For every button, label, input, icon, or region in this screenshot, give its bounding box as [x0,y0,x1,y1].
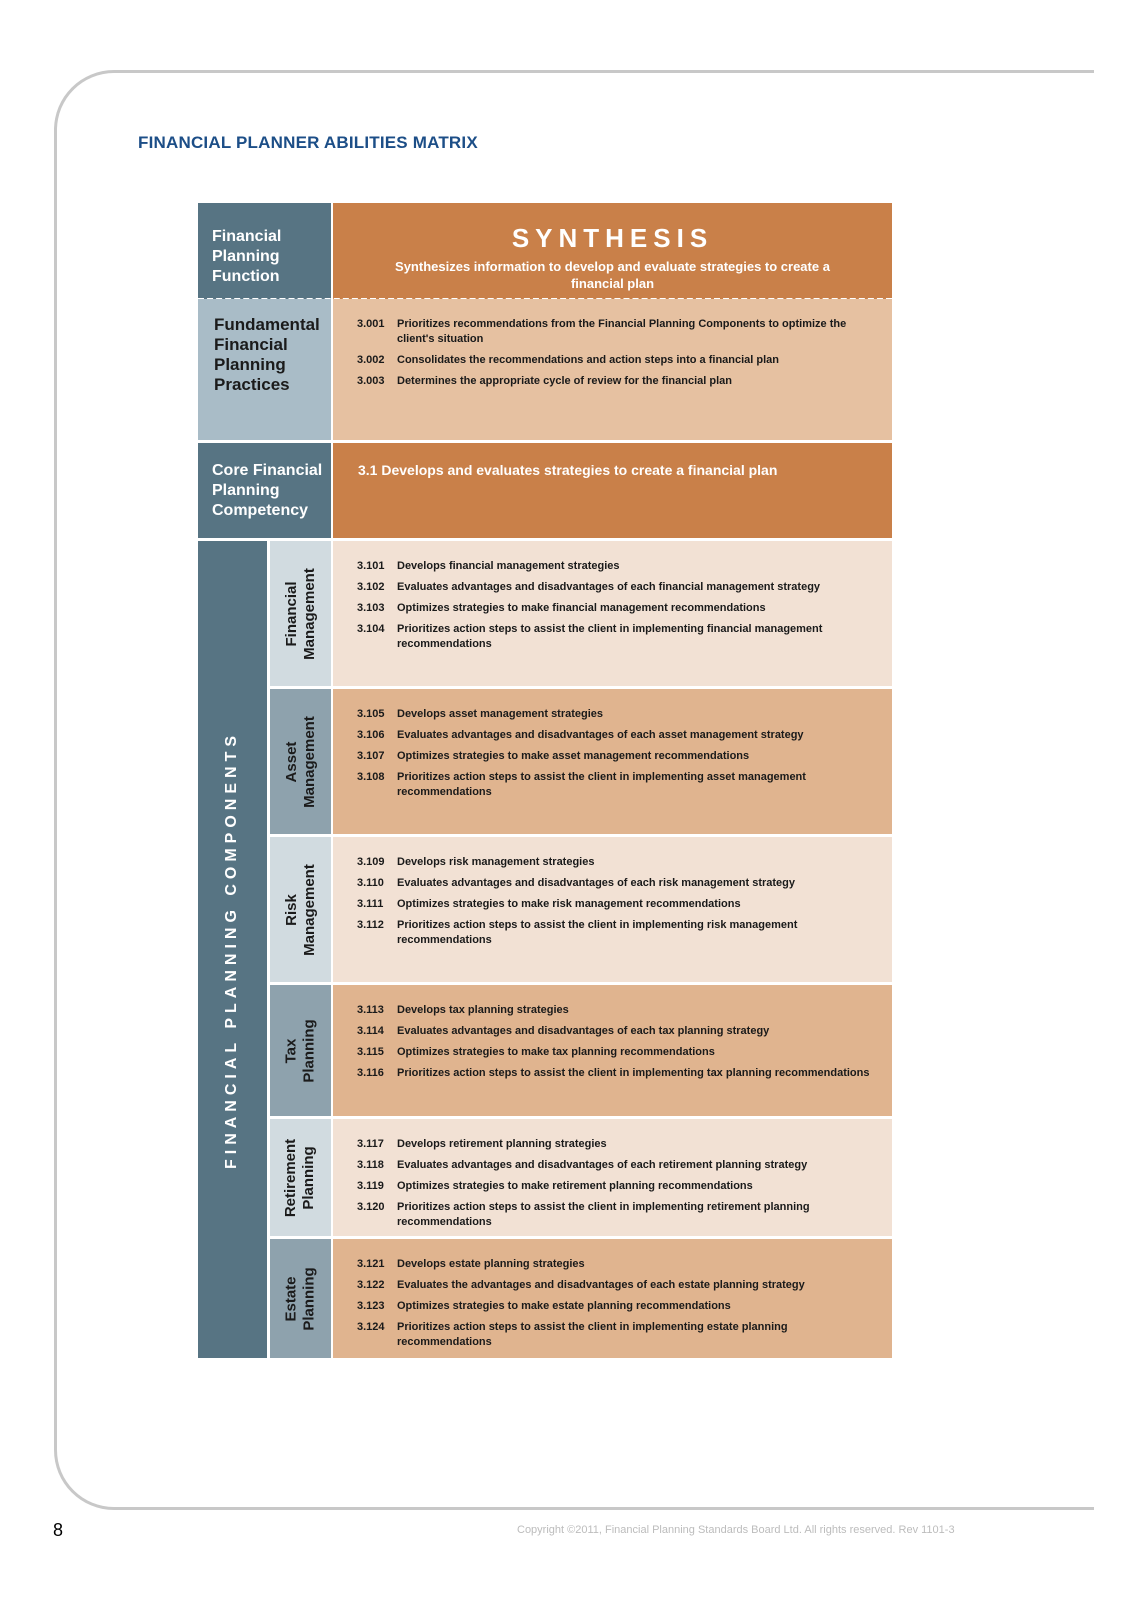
list-item: 3.109 Develops risk management strategies [357,856,595,868]
component-items [333,985,892,1116]
component-items [333,1119,892,1236]
component-name: Financial Management [282,567,318,660]
list-item: 3.001 Prioritizes recommendations from the Financial Planning Components to optimize the client's situation [357,318,847,345]
component-items [333,837,892,982]
component-name: Risk Management [282,863,318,956]
list-item: 3.107 Optimizes strategies to make asset management recommendations [357,750,750,762]
component-name: Estate Planning [282,1266,318,1331]
list-item: 3.106 Evaluates advantages and disadvantages of each asset management strategy [357,729,804,741]
list-item: 3.119 Optimizes strategies to make retirement planning recommendations [357,1180,753,1192]
list-item: 3.112 Prioritizes action steps to assist the client in implementing risk management recommendations [357,919,798,946]
list-item: 3.116 Prioritizes action steps to assist the client in implementing tax planning recommendations [357,1067,870,1079]
synthesis-subtitle: Synthesizes information to develop and evaluate strategies to create a financial plan [395,259,830,291]
component-items [333,541,892,686]
function-label: Financial Planning Function [198,203,331,299]
list-item: 3.103 Optimizes strategies to make financial management recommendations [357,602,766,614]
list-item: 3.122 Evaluates the advantages and disadvantages of each estate planning strategy [357,1279,805,1291]
list-item: 3.124 Prioritizes action steps to assist the client in implementing estate planning recommendations [357,1321,788,1348]
fundamental-label: Fundamental Financial Planning Practices [198,299,331,440]
component-items [333,1239,892,1358]
list-item: 3.105 Develops asset management strategies [357,708,604,720]
component-name: Retirement Planning [282,1138,318,1217]
list-item: 3.101 Develops financial management strategies [357,560,620,572]
components-label: FINANCIAL PLANNING COMPONENTS [223,730,241,1169]
copyright-text: Copyright ©2011, Financial Planning Standards Board Ltd. All rights reserved. Rev 1101-3 [517,1524,955,1536]
core-competency-text: 3.1 Develops and evaluates strategies to create a financial plan [358,462,778,478]
list-item: 3.110 Evaluates advantages and disadvantages of each risk management strategy [357,877,795,889]
list-item: 3.111 Optimizes strategies to make risk management recommendations [357,898,741,910]
list-item: 3.117 Develops retirement planning strategies [357,1138,607,1150]
list-item: 3.114 Evaluates advantages and disadvantages of each tax planning strategy [357,1025,770,1037]
list-item: 3.102 Evaluates advantages and disadvantages of each financial management strategy [357,581,821,593]
synthesis-title: SYNTHESIS [511,223,714,253]
core-competency-label: Core Financial Planning Competency [198,443,331,538]
synthesis-header [333,203,892,299]
practices-cell [333,299,892,440]
list-item: 3.113 Develops tax planning strategies [357,1004,569,1016]
abilities-matrix [198,203,892,1358]
list-item: 3.002 Consolidates the recommendations and action steps into a financial plan [357,354,780,366]
list-item: 3.121 Develops estate planning strategies [357,1258,585,1270]
list-item: 3.104 Prioritizes action steps to assist the client in implementing financial management recommendations [357,623,823,650]
list-item: 3.120 Prioritizes action steps to assist the client in implementing retirement planning recommendations [357,1201,810,1228]
list-item: 3.123 Optimizes strategies to make estate planning recommendations [357,1300,731,1312]
document-title: FINANCIAL PLANNER ABILITIES MATRIX [138,133,478,152]
core-competency-cell [333,443,892,538]
list-item: 3.003 Determines the appropriate cycle of review for the financial plan [357,375,732,387]
page-number: 8 [53,1520,64,1540]
list-item: 3.108 Prioritizes action steps to assist the client in implementing asset management recommendations [357,771,806,798]
component-items [333,689,892,834]
component-name: Tax Planning [282,1018,318,1083]
list-item: 3.118 Evaluates advantages and disadvantages of each retirement planning strategy [357,1159,808,1171]
list-item: 3.115 Optimizes strategies to make tax planning recommendations [357,1046,715,1058]
component-name: Asset Management [282,715,318,808]
